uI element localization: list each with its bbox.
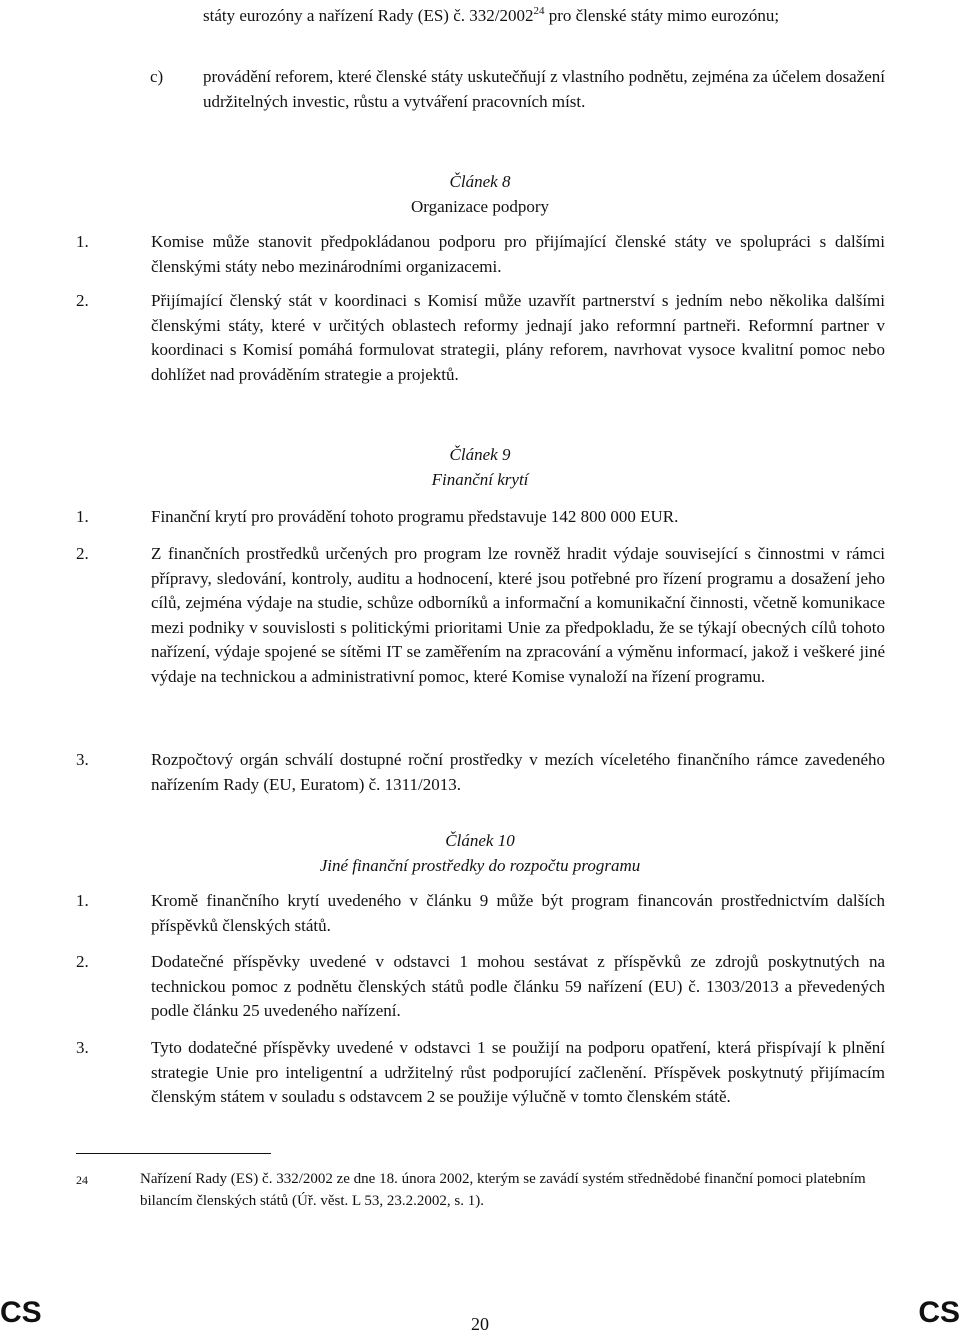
footnote-number: 24 xyxy=(76,1173,88,1187)
article-10-title: Článek 10 xyxy=(445,831,515,850)
article-8-subtitle: Organizace podpory xyxy=(411,196,549,216)
article-10-subtitle: Jiné finanční prostředky do rozpočtu programu xyxy=(319,855,641,875)
article-9-para-2-text: Z finančních prostředků určených pro program lze rovněž hradit výdaje související s činnostmi v rámci přípravy, sledování, kontroly, auditu a hodnocení, které jsou potřebné pro řízení programu a dosažení jeho cílů, zejména výdaje na studie, schůze odborníků a informační a komunikační činnosti, včetně komunikace mezi podniky v souvislosti s politickými prioritami Unie za předpokladu, že se týkají obecných cílů tohoto nařízení, výdaje spojené se sítěmi IT se zaměřením na zpracování a výměnu informací, jakož i veškeré jiné výdaje na technickou a administrativní pomoc, které Komise vynaloží na řízení programu. xyxy=(151,544,885,686)
article-9-para-1-number: 1. xyxy=(76,507,89,526)
footnote-text: Nařízení Rady (ES) č. 332/2002 ze dne 18. února 2002, kterým se zavádí systém střednědobé finanční pomoci platebním bilancím členských států (Úř. věst. L 53, 23.2.2002, s. 1). xyxy=(140,1171,866,1209)
item-c-label: c) xyxy=(150,67,164,86)
article-9-para-2-number: 2. xyxy=(76,544,89,563)
article-10-para-3-text: Tyto dodatečné příspěvky uvedené v odstavci 1 se použijí na podporu opatření, která přispívají k plnění strategie Unie pro inteligentní a udržitelný růst podporující začlenění. Příspěvek poskytnutý přijímacím členským státem v souladu s odstavcem 2 se použije výlučně v tomto členském státě. xyxy=(151,1038,885,1106)
article-10-para-2-text: Dodatečné příspěvky uvedené v odstavci 1 mohou sestávat z příspěvků ze zdrojů poskytnutých na technickou pomoc z podnětu členských států podle článku 59 nařízení (EU) č. 1303/2013 a převedených podle článku 25 uvedeného nařízení. xyxy=(151,952,885,1020)
article-10-para-3-number: 3. xyxy=(76,1038,89,1057)
article-9-para-3-text: Rozpočtový orgán schválí dostupné roční prostředky v mezích víceletého finančního rámce zavedeného nařízením Rady (EU, Euratom) č. 1311/2013. xyxy=(151,750,885,794)
continued-item-text xyxy=(203,4,885,29)
article-10-para-1-number: 1. xyxy=(76,891,89,910)
article-8-title: Článek 8 xyxy=(449,172,511,191)
item-c-text: provádění reforem, které členské státy uskutečňují z vlastního podnětu, zejména za účelem dosažení udržitelných investic, růstu a vytváření pracovních míst. xyxy=(203,67,885,111)
footnote-reference[interactable]: 24 xyxy=(533,5,545,17)
article-8-para-1-number: 1. xyxy=(76,232,89,251)
article-9-para-1-text: Finanční krytí pro provádění tohoto programu představuje 142 800 000 EUR. xyxy=(151,507,679,526)
article-10-para-1-text: Kromě finančního krytí uvedeného v článku 9 může být program financován prostřednictvím dalších příspěvků členských států. xyxy=(151,891,885,935)
article-9-para-3-number: 3. xyxy=(76,750,89,769)
article-9-subtitle: Finanční krytí xyxy=(431,469,529,489)
footnote-separator xyxy=(76,1153,271,1154)
article-9-heading xyxy=(0,443,960,492)
continued-text-before: státy eurozóny a nařízení Rady (ES) č. 332/2002 xyxy=(203,6,534,25)
article-8-heading xyxy=(0,170,960,219)
footer-language-left: CS xyxy=(0,1296,42,1329)
article-8-para-2-number: 2. xyxy=(76,291,89,310)
footer-language-right: CS xyxy=(918,1296,960,1329)
article-8-para-1-text: Komise může stanovit předpokládanou podporu pro přijímající členské státy ve spolupráci s dalšími členskými státy nebo mezinárodními organizacemi. xyxy=(151,232,885,276)
page-number: 20 xyxy=(471,1314,489,1334)
article-10-para-2-number: 2. xyxy=(76,952,89,971)
article-8-para-2-text: Přijímající členský stát v koordinaci s Komisí může uzavřít partnerství s jedním nebo několika dalšími členskými státy, které v určitých oblastech reformy jednají jako reformní partneři. Reformní partner v koordinaci s Komisí pomáhá formulovat strategii, plány reforem, navrhovat vysoce kvalitní pomoc nebo dohlížet nad prováděním strategie a projektů. xyxy=(151,291,885,384)
article-10-heading xyxy=(0,829,960,878)
article-9-title: Článek 9 xyxy=(449,445,511,464)
continued-text-after: pro členské státy mimo eurozónu; xyxy=(544,6,780,25)
